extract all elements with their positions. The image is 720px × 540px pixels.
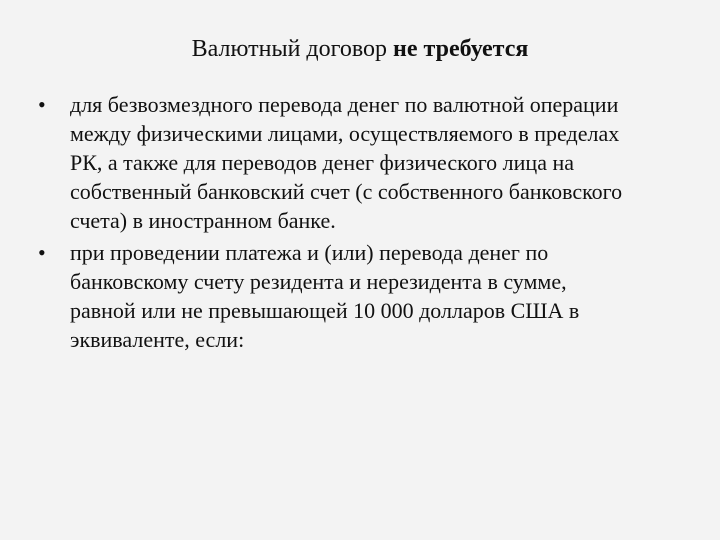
- bullet-line: равной или не превышающей 10 000 долларов США в: [70, 298, 580, 323]
- bullet-line: для безвозмездного перевода денег по валютной операции: [70, 92, 619, 117]
- bullet-line: РК, а также для переводов денег физического лица на: [70, 150, 574, 175]
- bullet-line: при проведении платежа и (или) перевода денег по: [70, 240, 549, 265]
- bullet-item-2: [38, 238, 708, 354]
- bullet-line: между физическими лицами, осуществляемого в пределах: [70, 121, 620, 146]
- bullet-item-1: [38, 90, 708, 235]
- bullet-list: [38, 90, 708, 357]
- title-normal-text: Валютный договор: [191, 36, 394, 62]
- bullet-line: банковскому счету резидента и нерезидента в сумме,: [70, 269, 567, 294]
- bullet-line: счета) в иностранном банке.: [70, 208, 336, 233]
- bullet-line: собственный банковский счет (с собственного банковского: [70, 179, 623, 204]
- bullet-line: эквиваленте, если:: [70, 327, 245, 352]
- bullet-marker-icon: •: [38, 92, 46, 117]
- bullet-marker-icon: •: [38, 240, 46, 265]
- slide-title: [0, 34, 720, 64]
- title-bold-text: не требуется: [393, 36, 529, 62]
